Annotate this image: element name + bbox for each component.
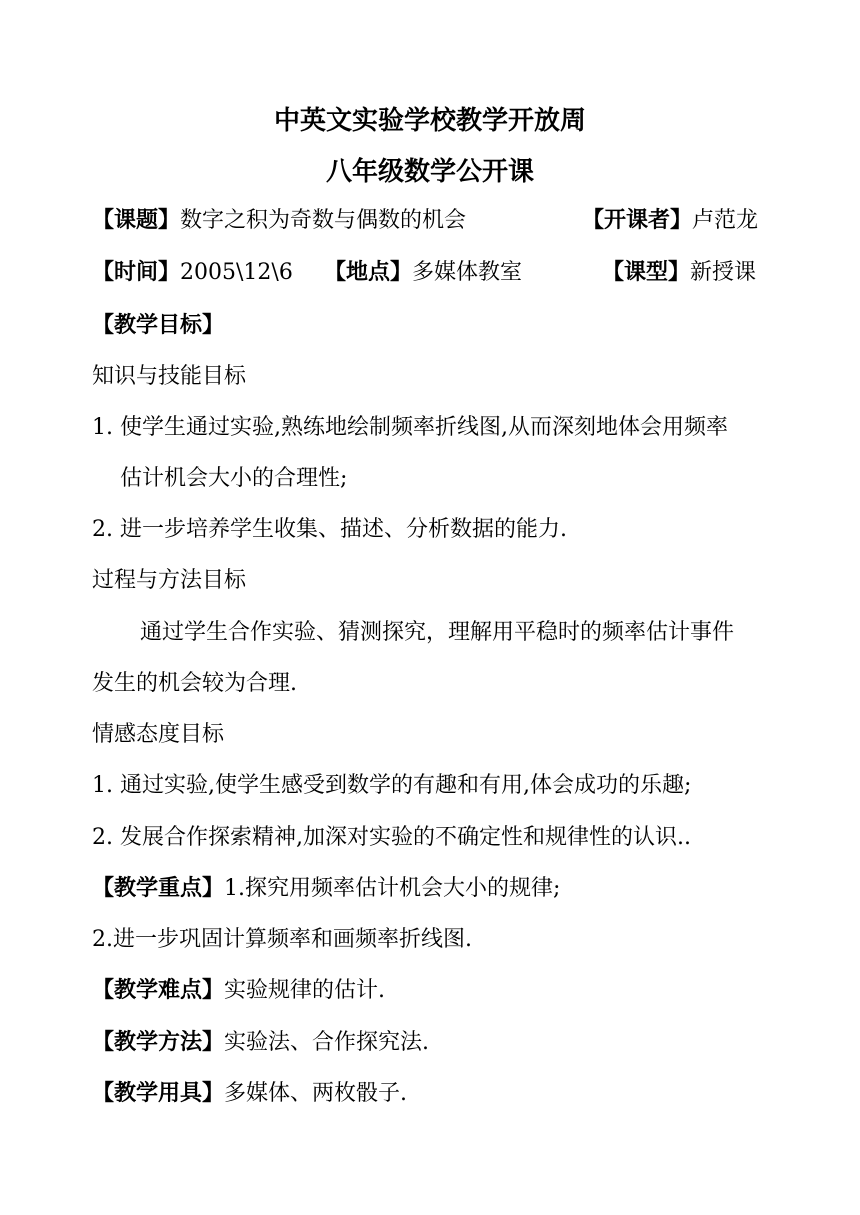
topic-field [92, 206, 466, 236]
difficulty-value: 实验规律的估计. [224, 978, 386, 1003]
key-points-line-1: 1.探究用频率估计机会大小的规律; [224, 876, 561, 901]
emotion-item-1: 1. 通过实验,使学生感受到数学的有趣和有用,体会成功的乐趣; [92, 773, 692, 798]
key-points-row [92, 874, 768, 904]
tools-row [92, 1079, 768, 1109]
method-label: 【教学方法】 [92, 1030, 225, 1055]
process-paragraph-line-2: 发生的机会较为合理. [92, 671, 297, 696]
teacher-value: 卢范龙 [692, 208, 759, 233]
place-label: 【地点】 [324, 260, 413, 285]
method-row [92, 1028, 768, 1058]
teacher-label: 【开课者】 [582, 208, 693, 233]
objectives-heading: 【教学目标】 [92, 313, 225, 338]
page-title: 中英文实验学校教学开放周 [273, 106, 586, 136]
type-value: 新授课 [690, 260, 757, 285]
place-field [324, 258, 522, 288]
time-field [92, 258, 293, 288]
difficulty-label: 【教学难点】 [92, 978, 225, 1003]
page-subtitle: 八年级数学公开课 [325, 157, 534, 187]
time-value: 2005\12\6 [180, 260, 293, 285]
time-label: 【时间】 [92, 260, 181, 285]
key-points-line-2: 2.进一步巩固计算频率和画频率折线图. [92, 927, 472, 952]
place-value: 多媒体教室 [412, 260, 523, 285]
topic-label: 【课题】 [92, 208, 181, 233]
teacher-field [582, 206, 758, 236]
knowledge-item-2: 2. 进一步培养学生收集、描述、分析数据的能力. [92, 517, 567, 542]
process-heading: 过程与方法目标 [92, 568, 247, 593]
type-field [602, 258, 756, 288]
key-points-label: 【教学重点】 [92, 876, 225, 901]
method-value: 实验法、合作探究法. [224, 1030, 430, 1055]
tools-value: 多媒体、两枚骰子. [224, 1081, 408, 1106]
emotion-item-2: 2. 发展合作探索精神,加深对实验的不确定性和规律性的认识.. [92, 825, 691, 850]
knowledge-item-1-line-2: 估计机会大小的合理性; [120, 466, 348, 491]
topic-value: 数字之积为奇数与偶数的机会 [180, 208, 467, 233]
difficulty-row [92, 976, 768, 1006]
emotion-heading: 情感态度目标 [92, 722, 225, 747]
type-label: 【课型】 [602, 260, 691, 285]
tools-label: 【教学用具】 [92, 1081, 225, 1106]
process-paragraph-line-1: 通过学生合作实验、猜测探究，理解用平稳时的频率估计事件 [140, 620, 735, 645]
knowledge-heading: 知识与技能目标 [92, 364, 247, 389]
knowledge-item-1-line-1: 1. 使学生通过实验,熟练地绘制频率折线图,从而深刻地体会用频率 [92, 415, 728, 440]
